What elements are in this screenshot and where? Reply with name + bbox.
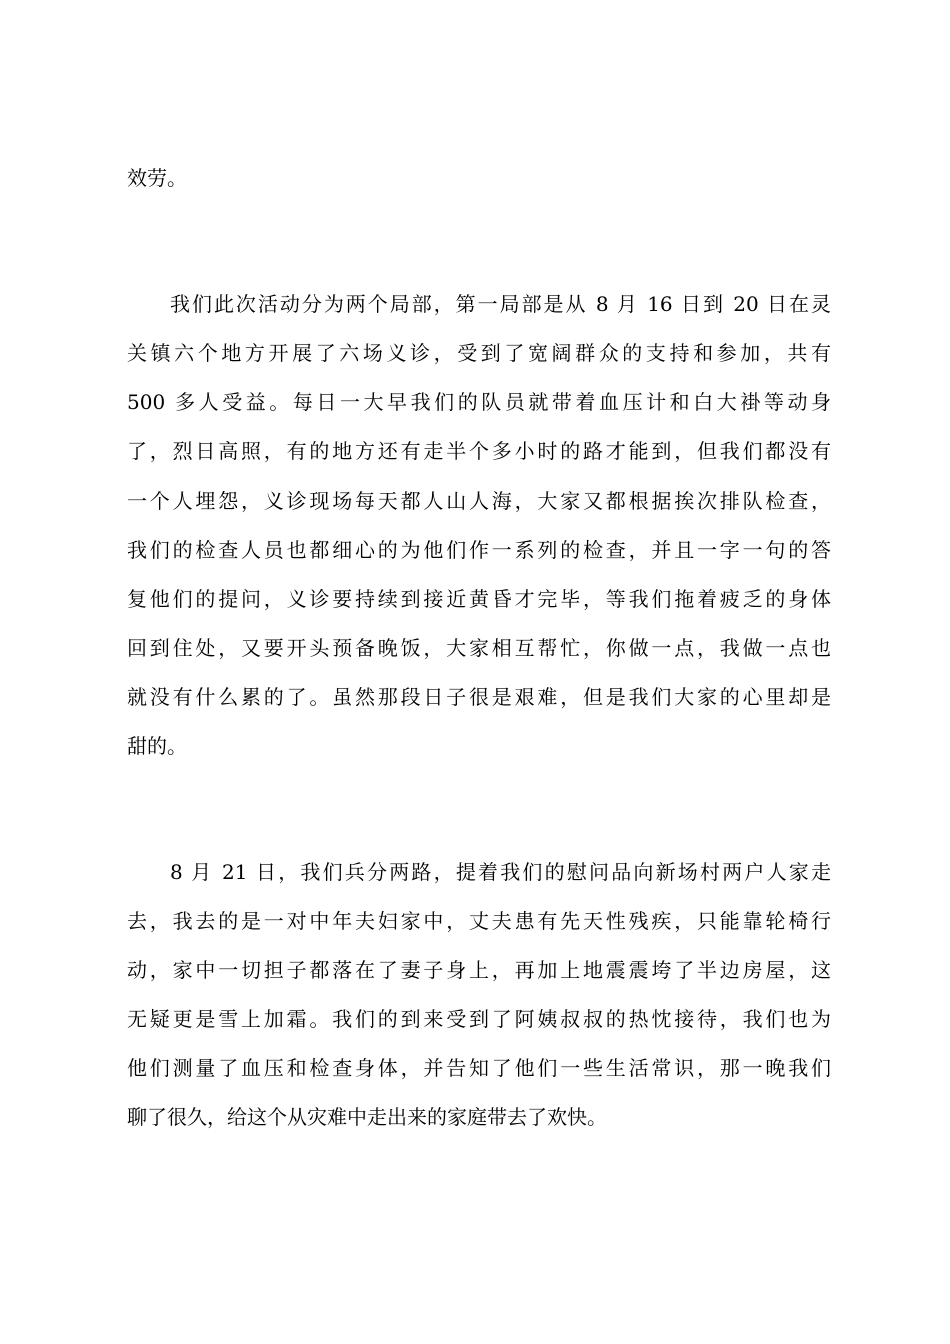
paragraph-3-line-3: 动，家中一切担子都落在了妻子身上，再加上地震震垮了半边房屋，这 xyxy=(127,958,831,982)
paragraph-2-line-3: 500 多人受益。每日一大早我们的队员就带着血压计和白大褂等动身 xyxy=(127,390,831,414)
paragraph-3-line-1: 8 月 21 日，我们兵分两路，提着我们的慰问品向新场村两户人家走 xyxy=(170,860,831,884)
paragraph-3-line-6: 聊了很久，给这个从灾难中走出来的家庭带去了欢快。 xyxy=(127,1105,607,1129)
paragraph-2-line-9: 就没有什么累的了。虽然那段日子很是艰难，但是我们大家的心里却是 xyxy=(127,685,831,709)
paragraph-3-line-2: 去，我去的是一对中年夫妇家中，丈夫患有先天性残疾，只能靠轮椅行 xyxy=(127,909,831,933)
paragraph-3-line-4: 无疑更是雪上加霜。我们的到来受到了阿姨叔叔的热忱接待，我们也为 xyxy=(127,1007,831,1031)
paragraph-2-line-6: 我们的检查人员也都细心的为他们作一系列的检查，并且一字一句的答 xyxy=(127,538,831,562)
paragraph-2-line-10: 甜的。 xyxy=(127,734,187,758)
paragraph-2-line-8: 回到住处，又要开头预备晚饭，大家相互帮忙，你做一点，我做一点也 xyxy=(127,636,831,660)
paragraph-2-line-2: 关镇六个地方开展了六场义诊，受到了宽阔群众的支持和参加，共有 xyxy=(127,341,831,365)
paragraph-2-line-7: 复他们的提问，义诊要持续到接近黄昏才完毕，等我们拖着疲乏的身体 xyxy=(127,587,831,611)
paragraph-1-line-1: 效劳。 xyxy=(127,166,187,190)
paragraph-2-line-1: 我们此次活动分为两个局部，第一局部是从 8 月 16 日到 20 日在灵 xyxy=(170,292,831,316)
paragraph-2-line-4: 了，烈日高照，有的地方还有走半个多小时的路才能到，但我们都没有 xyxy=(127,439,831,463)
paragraph-3-line-5: 他们测量了血压和检查身体，并告知了他们一些生活常识，那一晚我们 xyxy=(127,1056,831,1080)
paragraph-2-line-5: 一个人埋怨，义诊现场每天都人山人海，大家又都根据挨次排队检查， xyxy=(127,489,831,513)
